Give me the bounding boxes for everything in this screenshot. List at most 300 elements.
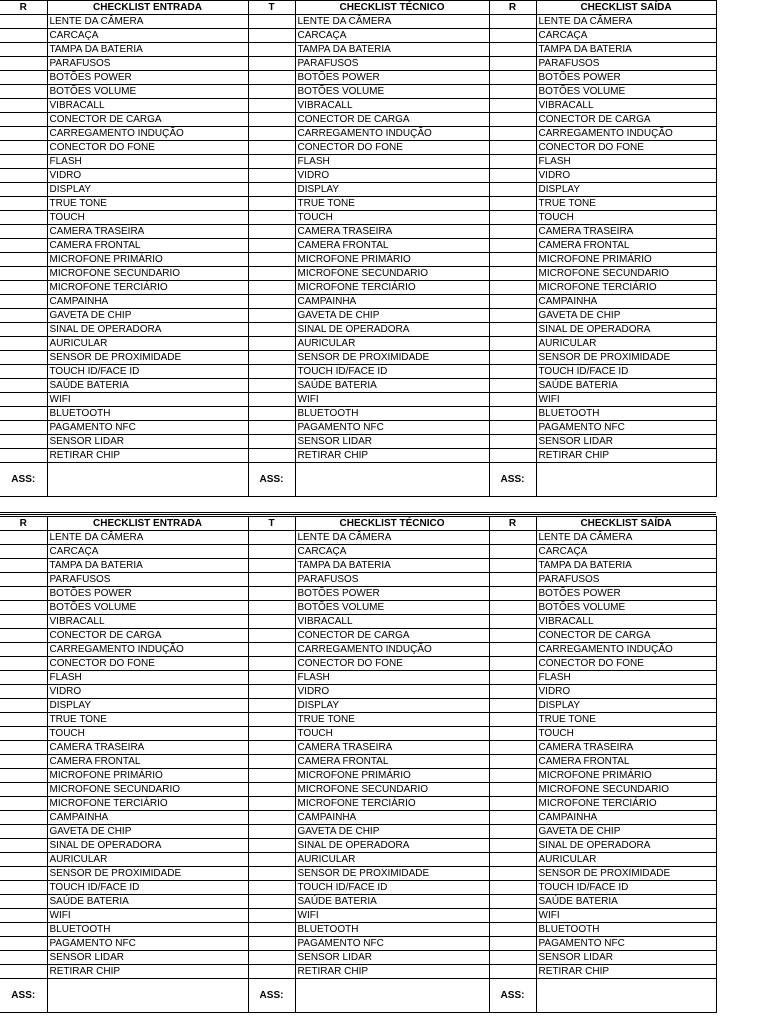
entrada-check-cell[interactable]: [0, 295, 47, 309]
col-header-checklist-entrada: CHECKLIST ENTRADA: [47, 1, 248, 15]
saida-check-cell[interactable]: [489, 601, 536, 615]
tecnico-check-cell[interactable]: [248, 727, 295, 741]
entrada-check-cell[interactable]: [0, 671, 47, 685]
entrada-check-cell[interactable]: [0, 559, 47, 573]
checklist-row: [0, 783, 716, 797]
tecnico-item-label: LENTE DA CÂMERA: [295, 15, 489, 29]
entrada-item-label: PARAFUSOS: [47, 57, 248, 71]
saida-check-cell[interactable]: [489, 309, 536, 323]
checklist-row: [0, 853, 716, 867]
tecnico-check-cell[interactable]: [248, 769, 295, 783]
entrada-check-cell[interactable]: [0, 741, 47, 755]
tecnico-check-cell[interactable]: [248, 393, 295, 407]
saida-check-cell[interactable]: [489, 965, 536, 979]
saida-check-cell[interactable]: [489, 657, 536, 671]
tecnico-check-cell[interactable]: [248, 965, 295, 979]
tecnico-item-label: MICROFONE PRIMÁRIO: [295, 253, 489, 267]
entrada-check-cell[interactable]: [0, 713, 47, 727]
entrada-check-cell[interactable]: [0, 351, 47, 365]
entrada-check-cell[interactable]: [0, 601, 47, 615]
saida-check-cell[interactable]: [489, 239, 536, 253]
tecnico-item-label: SENSOR DE PROXIMIDADE: [295, 351, 489, 365]
tecnico-item-label: CAMERA FRONTAL: [295, 755, 489, 769]
entrada-check-cell[interactable]: [0, 99, 47, 113]
saida-check-cell[interactable]: [489, 337, 536, 351]
saida-item-label: WIFI: [536, 909, 716, 923]
saida-check-cell[interactable]: [489, 881, 536, 895]
tecnico-check-cell[interactable]: [248, 741, 295, 755]
entrada-check-cell[interactable]: [0, 587, 47, 601]
entrada-check-cell[interactable]: [0, 85, 47, 99]
saida-check-cell[interactable]: [489, 43, 536, 57]
checklist-table: [0, 516, 717, 1013]
checklist-row: [0, 113, 716, 127]
tecnico-check-cell[interactable]: [248, 449, 295, 463]
tecnico-check-cell[interactable]: [248, 309, 295, 323]
checklist-row: [0, 629, 716, 643]
tecnico-check-cell[interactable]: [248, 57, 295, 71]
saida-item-label: TAMPA DA BATERIA: [536, 559, 716, 573]
tecnico-check-cell[interactable]: [248, 169, 295, 183]
tecnico-check-cell[interactable]: [248, 615, 295, 629]
checklist-row: [0, 545, 716, 559]
entrada-check-cell[interactable]: [0, 169, 47, 183]
saida-item-label: BLUETOOTH: [536, 923, 716, 937]
entrada-item-label: VIBRACALL: [47, 99, 248, 113]
entrada-check-cell[interactable]: [0, 71, 47, 85]
tecnico-item-label: TOUCH ID/FACE ID: [295, 881, 489, 895]
entrada-item-label: SINAL DE OPERADORA: [47, 323, 248, 337]
entrada-check-cell[interactable]: [0, 825, 47, 839]
saida-check-cell[interactable]: [489, 783, 536, 797]
saida-check-cell[interactable]: [489, 951, 536, 965]
saida-item-label: TOUCH: [536, 727, 716, 741]
entrada-check-cell[interactable]: [0, 15, 47, 29]
checklist-row: [0, 421, 716, 435]
tecnico-item-label: TAMPA DA BATERIA: [295, 559, 489, 573]
entrada-check-cell[interactable]: [0, 225, 47, 239]
entrada-item-label: BOTÕES VOLUME: [47, 85, 248, 99]
tecnico-check-cell[interactable]: [248, 923, 295, 937]
entrada-check-cell[interactable]: [0, 951, 47, 965]
entrada-check-cell[interactable]: [0, 783, 47, 797]
entrada-check-cell[interactable]: [0, 965, 47, 979]
tecnico-check-cell[interactable]: [248, 281, 295, 295]
entrada-check-cell[interactable]: [0, 141, 47, 155]
tecnico-item-label: CAMERA TRASEIRA: [295, 741, 489, 755]
entrada-check-cell[interactable]: [0, 643, 47, 657]
saida-check-cell[interactable]: [489, 685, 536, 699]
signature-label: ASS:: [248, 463, 295, 497]
saida-item-label: CAMERA FRONTAL: [536, 755, 716, 769]
tecnico-check-cell[interactable]: [248, 895, 295, 909]
saida-check-cell[interactable]: [489, 127, 536, 141]
entrada-check-cell[interactable]: [0, 407, 47, 421]
tecnico-check-cell[interactable]: [248, 43, 295, 57]
checklist-row: [0, 393, 716, 407]
entrada-item-label: CARCAÇA: [47, 29, 248, 43]
entrada-check-cell[interactable]: [0, 267, 47, 281]
entrada-item-label: CAMPAINHA: [47, 811, 248, 825]
saida-check-cell[interactable]: [489, 853, 536, 867]
saida-check-cell[interactable]: [489, 615, 536, 629]
tecnico-item-label: TRUE TONE: [295, 197, 489, 211]
saida-check-cell[interactable]: [489, 71, 536, 85]
tecnico-check-cell[interactable]: [248, 337, 295, 351]
tecnico-check-cell[interactable]: [248, 783, 295, 797]
saida-item-label: VIBRACALL: [536, 99, 716, 113]
entrada-check-cell[interactable]: [0, 253, 47, 267]
tecnico-check-cell[interactable]: [248, 937, 295, 951]
entrada-item-label: CARREGAMENTO INDUÇÃO: [47, 643, 248, 657]
tecnico-check-cell[interactable]: [248, 881, 295, 895]
saida-check-cell[interactable]: [489, 365, 536, 379]
tecnico-item-label: VIBRACALL: [295, 615, 489, 629]
entrada-check-cell[interactable]: [0, 699, 47, 713]
tecnico-check-cell[interactable]: [248, 909, 295, 923]
entrada-check-cell[interactable]: [0, 379, 47, 393]
checklist-row: [0, 407, 716, 421]
saida-check-cell[interactable]: [489, 769, 536, 783]
entrada-check-cell[interactable]: [0, 727, 47, 741]
saida-check-cell[interactable]: [489, 183, 536, 197]
checklist-row: [0, 769, 716, 783]
checklist-row: [0, 57, 716, 71]
tecnico-check-cell[interactable]: [248, 685, 295, 699]
entrada-check-cell[interactable]: [0, 531, 47, 545]
entrada-item-label: TOUCH ID/FACE ID: [47, 365, 248, 379]
entrada-check-cell[interactable]: [0, 853, 47, 867]
tecnico-check-cell[interactable]: [248, 29, 295, 43]
saida-check-cell[interactable]: [489, 421, 536, 435]
tecnico-item-label: TOUCH: [295, 211, 489, 225]
entrada-check-cell[interactable]: [0, 393, 47, 407]
tecnico-item-label: TRUE TONE: [295, 713, 489, 727]
saida-check-cell[interactable]: [489, 435, 536, 449]
tecnico-item-label: SINAL DE OPERADORA: [295, 839, 489, 853]
tecnico-check-cell[interactable]: [248, 225, 295, 239]
header-row: [0, 517, 716, 531]
signature-label: ASS:: [0, 463, 47, 497]
saida-check-cell[interactable]: [489, 449, 536, 463]
entrada-check-cell[interactable]: [0, 909, 47, 923]
saida-check-cell[interactable]: [489, 281, 536, 295]
entrada-item-label: TOUCH ID/FACE ID: [47, 881, 248, 895]
saida-check-cell[interactable]: [489, 99, 536, 113]
entrada-check-cell[interactable]: [0, 657, 47, 671]
saida-check-cell[interactable]: [489, 839, 536, 853]
saida-check-cell[interactable]: [489, 225, 536, 239]
entrada-check-cell[interactable]: [0, 239, 47, 253]
entrada-item-label: GAVETA DE CHIP: [47, 825, 248, 839]
tecnico-item-label: PARAFUSOS: [295, 573, 489, 587]
checklist-row: [0, 601, 716, 615]
tecnico-check-cell[interactable]: [248, 657, 295, 671]
entrada-check-cell[interactable]: [0, 769, 47, 783]
checklist-row: [0, 685, 716, 699]
tecnico-check-cell[interactable]: [248, 71, 295, 85]
saida-check-cell[interactable]: [489, 713, 536, 727]
tecnico-check-cell[interactable]: [248, 253, 295, 267]
saida-check-cell[interactable]: [489, 937, 536, 951]
tecnico-item-label: PAGAMENTO NFC: [295, 937, 489, 951]
entrada-check-cell[interactable]: [0, 811, 47, 825]
saida-check-cell[interactable]: [489, 141, 536, 155]
entrada-check-cell[interactable]: [0, 545, 47, 559]
tecnico-check-cell[interactable]: [248, 531, 295, 545]
tecnico-check-cell[interactable]: [248, 85, 295, 99]
tecnico-check-cell[interactable]: [248, 267, 295, 281]
tecnico-check-cell[interactable]: [248, 239, 295, 253]
entrada-check-cell[interactable]: [0, 29, 47, 43]
signature-field-tecnico[interactable]: [295, 463, 489, 497]
entrada-check-cell[interactable]: [0, 309, 47, 323]
saida-item-label: LENTE DA CÂMERA: [536, 531, 716, 545]
saida-item-label: CONECTOR DE CARGA: [536, 113, 716, 127]
saida-item-label: GAVETA DE CHIP: [536, 825, 716, 839]
saida-check-cell[interactable]: [489, 671, 536, 685]
saida-check-cell[interactable]: [489, 393, 536, 407]
checklist-row: [0, 337, 716, 351]
checklist-row: [0, 197, 716, 211]
tecnico-check-cell[interactable]: [248, 421, 295, 435]
saida-check-cell[interactable]: [489, 169, 536, 183]
saida-item-label: CAMERA TRASEIRA: [536, 741, 716, 755]
tecnico-check-cell[interactable]: [248, 15, 295, 29]
checklist-row: [0, 435, 716, 449]
tecnico-item-label: CAMERA TRASEIRA: [295, 225, 489, 239]
entrada-check-cell[interactable]: [0, 211, 47, 225]
saida-check-cell[interactable]: [489, 741, 536, 755]
saida-check-cell[interactable]: [489, 29, 536, 43]
tecnico-check-cell[interactable]: [248, 839, 295, 853]
saida-check-cell[interactable]: [489, 57, 536, 71]
entrada-check-cell[interactable]: [0, 839, 47, 853]
entrada-check-cell[interactable]: [0, 895, 47, 909]
tecnico-check-cell[interactable]: [248, 867, 295, 881]
saida-check-cell[interactable]: [489, 643, 536, 657]
entrada-check-cell[interactable]: [0, 685, 47, 699]
saida-check-cell[interactable]: [489, 573, 536, 587]
saida-item-label: DISPLAY: [536, 183, 716, 197]
saida-check-cell[interactable]: [489, 755, 536, 769]
tecnico-check-cell[interactable]: [248, 197, 295, 211]
tecnico-item-label: VIDRO: [295, 685, 489, 699]
saida-check-cell[interactable]: [489, 727, 536, 741]
tecnico-check-cell[interactable]: [248, 545, 295, 559]
tecnico-check-cell[interactable]: [248, 853, 295, 867]
saida-item-label: SINAL DE OPERADORA: [536, 839, 716, 853]
saida-check-cell[interactable]: [489, 295, 536, 309]
tecnico-check-cell[interactable]: [248, 587, 295, 601]
tecnico-check-cell[interactable]: [248, 407, 295, 421]
checklist-row: [0, 699, 716, 713]
entrada-check-cell[interactable]: [0, 183, 47, 197]
saida-check-cell[interactable]: [489, 253, 536, 267]
entrada-item-label: CARCAÇA: [47, 545, 248, 559]
saida-item-label: TRUE TONE: [536, 713, 716, 727]
tecnico-check-cell[interactable]: [248, 601, 295, 615]
entrada-item-label: DISPLAY: [47, 183, 248, 197]
tecnico-item-label: CAMERA FRONTAL: [295, 239, 489, 253]
saida-check-cell[interactable]: [489, 895, 536, 909]
signature-field-entrada[interactable]: [47, 463, 248, 497]
entrada-check-cell[interactable]: [0, 881, 47, 895]
entrada-check-cell[interactable]: [0, 155, 47, 169]
checklist-row: [0, 281, 716, 295]
entrada-check-cell[interactable]: [0, 113, 47, 127]
saida-item-label: DISPLAY: [536, 699, 716, 713]
signature-field-tecnico[interactable]: [295, 979, 489, 1013]
signature-field-saida[interactable]: [536, 463, 716, 497]
tecnico-item-label: FLASH: [295, 671, 489, 685]
saida-check-cell[interactable]: [489, 379, 536, 393]
entrada-item-label: SAÚDE BATERIA: [47, 895, 248, 909]
checklist-row: [0, 71, 716, 85]
saida-check-cell[interactable]: [489, 923, 536, 937]
saida-check-cell[interactable]: [489, 267, 536, 281]
tecnico-check-cell[interactable]: [248, 295, 295, 309]
entrada-item-label: VIBRACALL: [47, 615, 248, 629]
tecnico-check-cell[interactable]: [248, 141, 295, 155]
tecnico-check-cell[interactable]: [248, 127, 295, 141]
tecnico-check-cell[interactable]: [248, 629, 295, 643]
checklist-row: [0, 169, 716, 183]
tecnico-check-cell[interactable]: [248, 811, 295, 825]
saida-check-cell[interactable]: [489, 323, 536, 337]
checklist-row: [0, 811, 716, 825]
saida-check-cell[interactable]: [489, 155, 536, 169]
saida-check-cell[interactable]: [489, 531, 536, 545]
entrada-item-label: CONECTOR DE CARGA: [47, 629, 248, 643]
checklist-row: [0, 643, 716, 657]
entrada-check-cell[interactable]: [0, 435, 47, 449]
saida-check-cell[interactable]: [489, 867, 536, 881]
tecnico-item-label: TOUCH ID/FACE ID: [295, 365, 489, 379]
entrada-check-cell[interactable]: [0, 937, 47, 951]
tecnico-check-cell[interactable]: [248, 365, 295, 379]
tecnico-check-cell[interactable]: [248, 671, 295, 685]
entrada-check-cell[interactable]: [0, 43, 47, 57]
saida-check-cell[interactable]: [489, 15, 536, 29]
entrada-check-cell[interactable]: [0, 573, 47, 587]
entrada-check-cell[interactable]: [0, 629, 47, 643]
checklist-row: [0, 29, 716, 43]
entrada-check-cell[interactable]: [0, 337, 47, 351]
col-header-r-saida: R: [489, 1, 536, 15]
entrada-item-label: MICROFONE PRIMÁRIO: [47, 253, 248, 267]
entrada-check-cell[interactable]: [0, 281, 47, 295]
saida-check-cell[interactable]: [489, 629, 536, 643]
tecnico-check-cell[interactable]: [248, 379, 295, 393]
signature-field-saida[interactable]: [536, 979, 716, 1013]
entrada-check-cell[interactable]: [0, 615, 47, 629]
saida-check-cell[interactable]: [489, 545, 536, 559]
saida-item-label: CARCAÇA: [536, 545, 716, 559]
tecnico-check-cell[interactable]: [248, 797, 295, 811]
saida-item-label: AURICULAR: [536, 337, 716, 351]
entrada-check-cell[interactable]: [0, 867, 47, 881]
saida-check-cell[interactable]: [489, 559, 536, 573]
saida-check-cell[interactable]: [489, 909, 536, 923]
tecnico-check-cell[interactable]: [248, 573, 295, 587]
saida-check-cell[interactable]: [489, 407, 536, 421]
checklist-row: [0, 379, 716, 393]
tecnico-item-label: LENTE DA CÂMERA: [295, 531, 489, 545]
tecnico-check-cell[interactable]: [248, 713, 295, 727]
tecnico-check-cell[interactable]: [248, 825, 295, 839]
signature-field-entrada[interactable]: [47, 979, 248, 1013]
saida-item-label: FLASH: [536, 671, 716, 685]
saida-item-label: CARREGAMENTO INDUÇÃO: [536, 127, 716, 141]
entrada-check-cell[interactable]: [0, 755, 47, 769]
saida-item-label: TOUCH: [536, 211, 716, 225]
saida-check-cell[interactable]: [489, 351, 536, 365]
tecnico-check-cell[interactable]: [248, 699, 295, 713]
tecnico-check-cell[interactable]: [248, 435, 295, 449]
entrada-item-label: WIFI: [47, 393, 248, 407]
entrada-check-cell[interactable]: [0, 797, 47, 811]
tecnico-check-cell[interactable]: [248, 183, 295, 197]
tecnico-item-label: CONECTOR DE CARGA: [295, 629, 489, 643]
tecnico-item-label: CAMPAINHA: [295, 295, 489, 309]
entrada-check-cell[interactable]: [0, 197, 47, 211]
signature-label: ASS:: [248, 979, 295, 1013]
tecnico-check-cell[interactable]: [248, 323, 295, 337]
tecnico-item-label: WIFI: [295, 393, 489, 407]
saida-check-cell[interactable]: [489, 197, 536, 211]
tecnico-check-cell[interactable]: [248, 755, 295, 769]
entrada-item-label: TOUCH: [47, 727, 248, 741]
tecnico-item-label: BOTÕES VOLUME: [295, 85, 489, 99]
tecnico-item-label: SENSOR LIDAR: [295, 435, 489, 449]
saida-check-cell[interactable]: [489, 699, 536, 713]
saida-item-label: TRUE TONE: [536, 197, 716, 211]
tecnico-check-cell[interactable]: [248, 951, 295, 965]
tecnico-check-cell[interactable]: [248, 113, 295, 127]
entrada-item-label: LENTE DA CÂMERA: [47, 15, 248, 29]
saida-check-cell[interactable]: [489, 811, 536, 825]
entrada-check-cell[interactable]: [0, 449, 47, 463]
saida-check-cell[interactable]: [489, 587, 536, 601]
saida-check-cell[interactable]: [489, 85, 536, 99]
tecnico-check-cell[interactable]: [248, 211, 295, 225]
tecnico-check-cell[interactable]: [248, 155, 295, 169]
checklist-row: [0, 141, 716, 155]
tecnico-check-cell[interactable]: [248, 559, 295, 573]
saida-check-cell[interactable]: [489, 797, 536, 811]
tecnico-item-label: CAMPAINHA: [295, 811, 489, 825]
entrada-item-label: BLUETOOTH: [47, 923, 248, 937]
entrada-check-cell[interactable]: [0, 127, 47, 141]
entrada-check-cell[interactable]: [0, 323, 47, 337]
checklist-row: [0, 909, 716, 923]
checklist-row: [0, 531, 716, 545]
saida-check-cell[interactable]: [489, 113, 536, 127]
entrada-check-cell[interactable]: [0, 923, 47, 937]
saida-check-cell[interactable]: [489, 211, 536, 225]
tecnico-check-cell[interactable]: [248, 99, 295, 113]
tecnico-check-cell[interactable]: [248, 643, 295, 657]
tecnico-item-label: BOTÕES VOLUME: [295, 601, 489, 615]
saida-check-cell[interactable]: [489, 825, 536, 839]
entrada-check-cell[interactable]: [0, 365, 47, 379]
entrada-check-cell[interactable]: [0, 57, 47, 71]
tecnico-check-cell[interactable]: [248, 351, 295, 365]
saida-item-label: AURICULAR: [536, 853, 716, 867]
entrada-item-label: RETIRAR CHIP: [47, 965, 248, 979]
entrada-check-cell[interactable]: [0, 421, 47, 435]
